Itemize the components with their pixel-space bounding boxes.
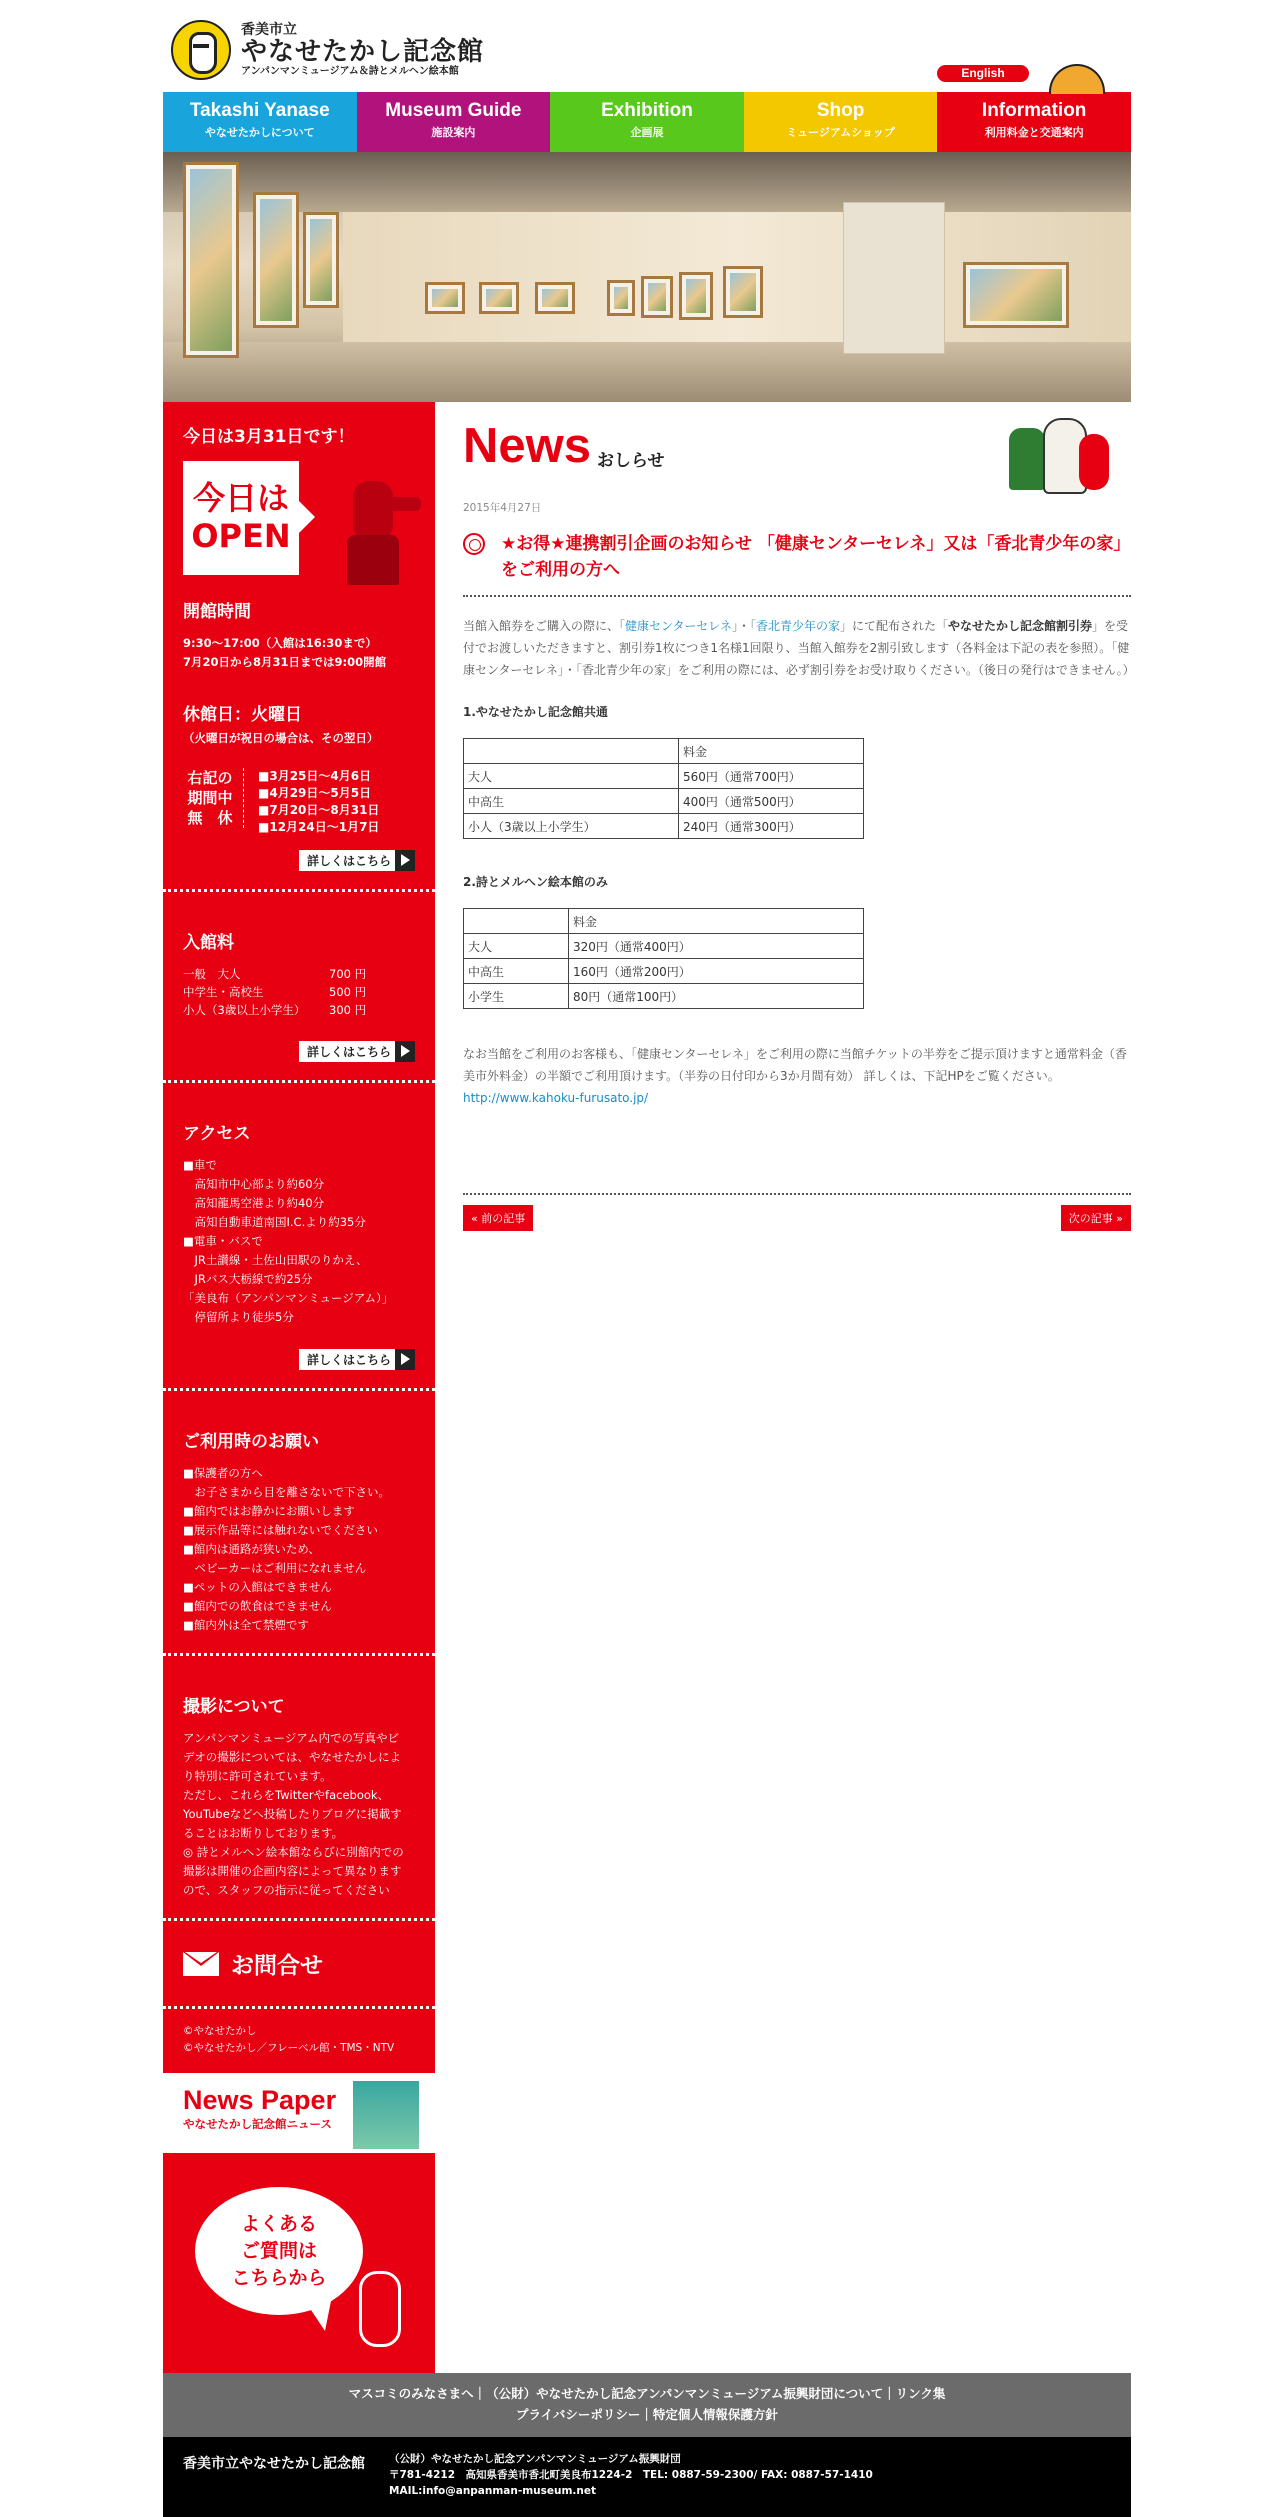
hours-line: 9:30～17:00（入館は16:30まで） [183, 636, 377, 650]
faq-bubble [195, 2187, 363, 2315]
hero-frame [183, 162, 239, 358]
next-post-button[interactable]: 次の記事 » [1061, 1205, 1131, 1231]
header [163, 0, 1131, 92]
sidebar-fees [163, 892, 435, 1083]
price-table-2 [463, 908, 864, 1009]
hours-more-button[interactable] [183, 850, 415, 871]
arrow-right-icon [401, 1353, 410, 1365]
fee-label: 小人（3歳以上小学生） [183, 1003, 306, 1017]
text-span: 」にて配布された「 [839, 619, 948, 633]
sidebar-photo [163, 1656, 435, 1921]
footer-org: （公財）やなせたかし記念アンパンマンミュージアム振興財団 [389, 2453, 681, 2465]
table-row [464, 789, 864, 814]
today-date: 今日は3月31日です！ [183, 427, 355, 447]
fee-row [183, 1001, 415, 1019]
rules-line: ■館内外は全て禁煙です [183, 1618, 309, 1632]
copyright-line: ©やなせたかし [183, 2025, 257, 2037]
hero-frame [425, 282, 465, 314]
hero-floor [163, 342, 1131, 402]
fee-row [183, 965, 415, 983]
arrow-right-icon [401, 1045, 410, 1057]
photo-line: ただし、これらをTwitterやfacebook、 [183, 1788, 390, 1802]
sidebar-rules [163, 1391, 435, 1656]
holiday-item: ■4月29日～5月5日 [258, 786, 372, 800]
nav-label-jp: 企画展 [630, 126, 664, 139]
rabbit-mascot-icon [359, 2271, 401, 2347]
hours-line: 7月20日から8月31日までは9:00開館 [183, 655, 387, 669]
hours-title: 開館時間 [183, 602, 251, 622]
nav-takashi-yanase[interactable] [163, 92, 357, 152]
hero-frame [303, 212, 339, 308]
access-title: アクセス [183, 1124, 251, 1144]
table-cell: 小人（3歳以上小学生） [464, 814, 679, 839]
nav-exhibition[interactable] [550, 92, 744, 152]
access-line: 高知市中心部より約60分 [183, 1177, 325, 1191]
news-header [463, 402, 1131, 492]
news-mascot-icon [1009, 410, 1113, 490]
open-status [183, 461, 415, 591]
newspaper-banner[interactable] [163, 2073, 435, 2153]
table-cell: 400円（通常500円） [679, 789, 864, 814]
robot-mascot-icon [323, 461, 423, 587]
table-row [464, 984, 864, 1009]
newspaper-subtitle: やなせたかし記念館ニュース [183, 2117, 332, 2131]
fee-price: 500 円 [329, 985, 367, 999]
anpanman-mascot-icon [1049, 64, 1105, 94]
nav-label-en: Information [981, 100, 1087, 121]
access-line: ■電車・バスで [183, 1234, 263, 1248]
hero-frame [253, 192, 299, 328]
open-sign [183, 461, 299, 575]
closed-title: 休館日：火曜日 [183, 705, 302, 725]
table-cell: 80円（通常100円） [569, 984, 864, 1009]
hero-frame [723, 266, 763, 318]
nav-museum-guide[interactable] [357, 92, 551, 152]
faq-banner[interactable] [163, 2153, 435, 2373]
page-wrapper [163, 0, 1135, 2517]
hero-gallery-photo [163, 152, 1131, 402]
yanase-logo-icon [171, 20, 231, 80]
table-cell: 大人 [464, 764, 679, 789]
link-kahoku[interactable]: http://www.kahoku-furusato.jp/ [463, 1091, 649, 1105]
table-row [464, 764, 864, 789]
hero-frame [607, 280, 635, 316]
rules-line: ■館内ではお静かにお願いします [183, 1504, 355, 1518]
nav-label-en: Shop [816, 100, 865, 121]
fee-label: 一般 大人 [183, 967, 241, 981]
access-line: JRバス大栃線で約25分 [183, 1272, 313, 1286]
table-header: 料金 [569, 909, 864, 934]
table-cell: 240円（通常300円） [679, 814, 864, 839]
badge-icon [463, 533, 485, 555]
table-cell: 小学生 [464, 984, 569, 1009]
faq-line: よくある [240, 2213, 317, 2235]
sidebar-opening [163, 402, 435, 892]
more-label: 詳しくはこちら [306, 854, 391, 868]
table-cell: 中高生 [464, 789, 679, 814]
contact-label: お問合せ [231, 1953, 323, 1979]
open-sign-line1: 今日は [192, 479, 289, 517]
footer-links-line[interactable]: マスコミのみなさまへ｜（公財）やなせたかし記念アンパンマンミュージアム振興財団について｜リンク集 [348, 2386, 946, 2401]
rules-line: ■展示作品等には触れないでください [183, 1523, 378, 1537]
fee-title: 入館料 [183, 933, 234, 953]
newspaper-thumbnail [353, 2081, 419, 2149]
contact-button[interactable] [163, 1921, 435, 2009]
table-row [464, 934, 864, 959]
nav-information[interactable] [937, 92, 1131, 152]
access-line: 高知自動車道南国I.C.より約35分 [183, 1215, 366, 1229]
footer-links-line[interactable]: プライバシーポリシー｜特定個人情報保護方針 [516, 2407, 778, 2422]
post-date: 2015年4月27日 [463, 502, 542, 514]
table-cell: 160円（通常200円） [569, 959, 864, 984]
fee-price: 700 円 [329, 967, 367, 981]
hero-frame [679, 272, 713, 320]
newspaper-title: News Paper [183, 2085, 337, 2115]
access-line: 停留所より徒歩5分 [183, 1310, 294, 1324]
access-more-button[interactable] [183, 1349, 415, 1370]
holiday-item: ■3月25日～4月6日 [258, 769, 372, 783]
fee-label: 中学生・高校生 [183, 985, 264, 999]
table-row [464, 909, 864, 934]
table-row [464, 814, 864, 839]
content-area [163, 402, 1135, 2373]
link-youth-house[interactable]: 香北青少年の家 [755, 619, 840, 633]
nav-shop[interactable] [744, 92, 938, 152]
photo-line: 撮影は開催の企画内容によって異なります [183, 1864, 402, 1878]
link-selene[interactable]: 健康センターセレネ [625, 619, 732, 633]
hero-frame [641, 276, 673, 318]
holiday-item: ■7月20日～8月31日 [258, 803, 380, 817]
rules-line: ■ペットの入館はできません [183, 1580, 332, 1594]
post-navigation [463, 1193, 1131, 1231]
footer-links [163, 2373, 1131, 2437]
holiday-list [258, 768, 379, 836]
rules-line: お子さまから目を離さないで下さい。 [183, 1485, 390, 1499]
logo-title: やなせたかし記念館 [241, 36, 485, 67]
photo-line: アンパンマンミュージアム内での写真やビ [183, 1731, 399, 1745]
price-table-1 [463, 738, 864, 839]
fee-price: 300 円 [329, 1003, 367, 1017]
footer-info [163, 2437, 1131, 2517]
hero-door [843, 202, 945, 354]
access-line: 「美良布（アンパンマンミュージアム）」 [183, 1291, 394, 1305]
holiday-label [183, 768, 244, 828]
text-span: 」・「 [731, 619, 756, 633]
photo-line: ◎ 詩とメルヘン絵本館ならびに別館内での [183, 1845, 404, 1859]
post-title-row [463, 531, 1131, 597]
sidebar-access [163, 1083, 435, 1391]
rules-line: ■保護者の方へ [183, 1466, 263, 1480]
rules-line: ■館内は通路が狭いため、 [183, 1542, 320, 1556]
table-cell: 560円（通常700円） [679, 764, 864, 789]
table-cell: 中高生 [464, 959, 569, 984]
rules-line: ■館内での飲食はできません [183, 1599, 332, 1613]
table-cell [464, 739, 679, 764]
rules-title: ご利用時のお願い [183, 1432, 319, 1452]
access-line: JR土讃線・土佐山田駅のりかえ、 [183, 1253, 368, 1267]
faq-line: ご質問は [240, 2240, 317, 2262]
footer-contact: 〒781-4212 高知県香美市香北町美良布1224-2 TEL: 0887-59-2300/ FAX: 0887-57-1410 [389, 2469, 873, 2481]
logo-subtitle: アンパンマンミュージアム＆詩とメルヘン絵本館 [241, 66, 459, 78]
prev-post-button[interactable]: « 前の記事 [463, 1205, 533, 1231]
news-title: News [463, 419, 592, 473]
nav-label-jp: 利用料金と交通案内 [984, 126, 1084, 139]
fee-row [183, 983, 415, 1001]
holiday-label-line: 無 休 [187, 809, 233, 827]
footer-address [389, 2451, 873, 2499]
holiday-label-line: 右記の [187, 769, 233, 787]
closed-note: （火曜日が祝日の場合は、その翌日） [183, 731, 379, 745]
photo-line: ることはお断りしております。 [183, 1826, 344, 1840]
open-sign-line2: OPEN [191, 517, 291, 555]
text-span: 」を受付でお渡しいただきますと、割引券1枚につき1名様1回限り、当館入館券を2割引致します（各料金は下記の表を参照）。「健康センターセレネ」・「香北青少年の家」をご利用の際には、必ず割引券をお受け取りください。（後日の発行はできません。） [463, 619, 1135, 677]
english-button[interactable]: English [937, 65, 1029, 82]
mail-icon [183, 1952, 219, 1976]
table-row [464, 739, 864, 764]
copyright-line: ©やなせたかし／フレーベル館・TMS・NTV [183, 2042, 395, 2054]
logo-small-text: 香美市立 [241, 21, 297, 38]
sidebar [163, 402, 435, 2373]
table-cell: 320円（通常400円） [569, 934, 864, 959]
main-content [463, 402, 1135, 2373]
photo-line: YouTubeなどへ投稿したりブログに掲載す [183, 1807, 402, 1821]
main-nav [163, 92, 1131, 152]
more-label: 詳しくはこちら [306, 1353, 391, 1367]
nav-label-en: Exhibition [601, 100, 693, 121]
post-body-2 [463, 1043, 1131, 1109]
photo-line: り特別に許可されています。 [183, 1769, 332, 1783]
table-row [464, 959, 864, 984]
hero-frame [535, 282, 575, 314]
hero-frame [963, 262, 1069, 328]
photo-title: 撮影について [183, 1697, 285, 1717]
nav-label-jp: やなせたかしについて [204, 126, 315, 139]
section-heading: 1.やなせたかし記念館共通 [463, 705, 608, 719]
post-title: ★お得★連携割引企画のお知らせ 「健康センターセレネ」又は「香北青少年の家」をご利用の方へ [501, 534, 1131, 580]
photo-line: ので、スタッフの指示に従ってください [183, 1883, 390, 1897]
more-label: 詳しくはこちら [306, 1045, 391, 1059]
logo-text [241, 23, 484, 78]
nav-label-jp: ミュージアムショップ [786, 126, 895, 139]
nav-label-en: Museum Guide [385, 100, 522, 121]
access-line: 高知龍馬空港より約40分 [183, 1196, 325, 1210]
table-cell [464, 909, 569, 934]
hero-frame [479, 282, 519, 314]
section-heading: 2.詩とメルヘン絵本館のみ [463, 875, 608, 889]
holiday-box [183, 768, 415, 836]
site-logo[interactable] [171, 20, 484, 80]
nav-label-en: Takashi Yanase [189, 100, 330, 121]
post-body-1 [463, 615, 1135, 681]
fees-more-button[interactable] [183, 1041, 415, 1062]
footer-site-name: 香美市立やなせたかし記念館 [183, 2456, 365, 2472]
access-line: ■車で [183, 1158, 217, 1172]
bold-text: やなせたかし記念館割引券 [947, 619, 1092, 633]
holiday-item: ■12月24日～1月7日 [258, 820, 380, 834]
sidebar-copyright [163, 2009, 435, 2073]
nav-label-jp: 施設案内 [431, 126, 476, 139]
arrow-right-icon [401, 854, 410, 866]
footer-mail: MAIL:info@anpanman-museum.net [389, 2485, 597, 2497]
photo-line: デオの撮影については、やなせたかしによ [183, 1750, 402, 1764]
news-subtitle: おしらせ [597, 451, 665, 471]
text-span: 当館入館券をご購入の際に、「 [463, 619, 626, 633]
hero-ceiling [163, 152, 1131, 212]
text-span: なお当館をご利用のお客様も、「健康センターセレネ」をご利用の際に当館チケットの半券をご提示頂けますと通常料金（香美市外料金）の半額でご利用頂けます。（半券の日付印から3か月間有効） 詳しくは、下記HPをご覧ください。 [463, 1047, 1127, 1083]
table-cell: 大人 [464, 934, 569, 959]
table-header: 料金 [679, 739, 864, 764]
rules-line: ベビーカーはご利用になれません [183, 1561, 367, 1575]
faq-line: こちらから [231, 2267, 327, 2289]
holiday-label-line: 期間中 [187, 789, 233, 807]
